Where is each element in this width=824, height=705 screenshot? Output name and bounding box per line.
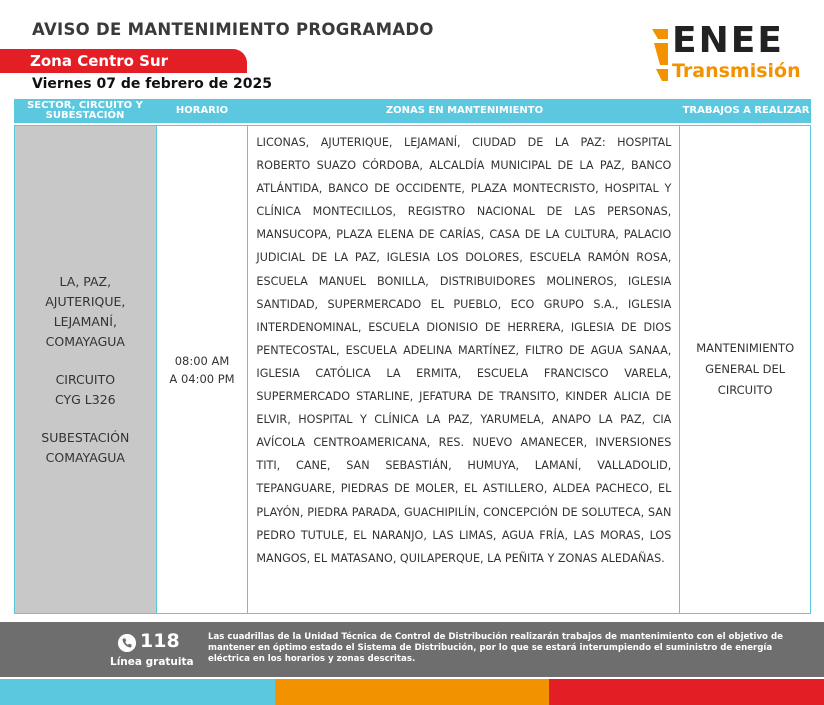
circuit-id: CYG L326 (55, 391, 116, 407)
header-schedule: HORARIO (175, 105, 229, 116)
hotline-label: Línea gratuita (110, 656, 194, 668)
sector-line: AJUTERIQUE, (45, 293, 126, 309)
work-line: MANTENIMIENTO (696, 341, 795, 355)
schedule-cell (157, 126, 249, 613)
maintenance-table (14, 125, 811, 614)
logo-name: ENEE (672, 20, 784, 61)
zone-banner: Zona Centro Sur (0, 49, 247, 73)
work-line: GENERAL DEL (705, 362, 786, 376)
header-work: TRABAJOS A REALIZAR (682, 105, 810, 116)
header-zones: ZONAS EN MANTENIMIENTO (385, 105, 544, 116)
footer-bar (0, 622, 824, 677)
schedule-start: 08:00 AM (174, 353, 230, 368)
circuit-block (55, 370, 116, 410)
sector-locations (45, 272, 125, 352)
logo-subtitle: Transmisión (672, 60, 801, 82)
stripe-red (549, 679, 824, 705)
header-sector: SECTOR, CIRCUITO Y SUBESTACIÓN (27, 100, 143, 121)
work-line: CIRCUITO (717, 383, 773, 397)
substation-name: COMAYAGUA (45, 449, 125, 465)
sector-line: LA, PAZ, (59, 273, 112, 289)
phone-icon (118, 634, 136, 652)
hotline-number: 118 (140, 630, 180, 652)
notice-date: Viernes 07 de febrero de 2025 (32, 76, 272, 92)
stripe-cyan (0, 679, 275, 705)
zones-cell: LICONAS, AJUTERIQUE, LEJAMANÍ, CIUDAD DE LA PAZ: HOSPITAL ROBERTO SUAZO CÓRDOBA, ALCALDÍA MUNICIPAL DE LA PAZ, BANCO ATLÁNTIDA, BANCO DE OCCIDENTE, PLAZA MONTECRISTO, HOSPITAL Y CLÍNICA MONTECILLOS, REGISTRO NACIONAL DE LAS PERSONAS, MANSUCOPA, PLAZA ELENA DE CARÍAS, CASA DE LA CULTURA, PALACIO JUDICIAL DE LA PAZ, IGLESIA LOS DOLORES, ESCUELA RAMÓN ROSA, ESCUELA MANUEL BONILLA, DISTRIBUIDORES MOLINEROS, IGLESIA SANTIDAD, SUPERMERCADO EL PUEBLO, ECO GRUPO S.A., IGLESIA INTERDENOMINAL, ESCUELA DIONISIO DE HERRERA, IGLESIA DE DIOS PENTECOSTAL, ESCUELA ADELINA MARTÍNEZ, FILTRO DE AGUA SANAA, IGLESIA CATÓLICA LA ERMITA, ESCUELA FRANCISCO VARELA, SUPERMERCADO STARLINE, JEFATURA DE TRANSITO, KINDER ALICIA DE ELVIR, HOSPITAL Y CLÍNICA LA PAZ, YARUMELA, ANAPO LA PAZ, CIA AVÍCOLA CENTROAMERICANA, RES. NUEVO AMANECER, INVERSIONES TITI, CANE, SAN SEBASTIÁN, HUMUYA, LAMANÍ, VALLADOLID, TEPANGUARE, PIEDRAS DE MOLER, EL ASTILLERO, ALDEA PACHECO, EL PLAYÓN, PIEDRA PARADA, GUACHIPILÍN, CONCEPCIÓN DE SOLUTECA, SAN PEDRO TUTULE, EL NARANJO, LAS LIMAS, AGUA FRÍA, LAS MORAS, LOS MANGOS, EL MATASANO, QUILAPERQUE, LA PEÑITA Y ZONAS ALEDAÑAS. (248, 126, 680, 613)
stripe-orange (275, 679, 550, 705)
sector-line: COMAYAGUA (45, 333, 125, 349)
schedule-end: A 04:00 PM (169, 371, 235, 386)
logo-mark-icon (652, 29, 668, 81)
substation-block (41, 428, 129, 468)
circuit-label: CIRCUITO (55, 371, 116, 387)
table-header (14, 99, 811, 123)
color-stripes (0, 679, 824, 705)
sector-line: LEJAMANÍ, (53, 313, 117, 329)
enee-logo (652, 20, 812, 87)
sector-cell (15, 126, 157, 613)
page-title: AVISO DE MANTENIMIENTO PROGRAMADO (32, 20, 434, 39)
substation-label: SUBESTACIÓN (41, 429, 130, 445)
footer-notice: Las cuadrillas de la Unidad Técnica de Control de Distribución realizarán trabajos de mantenimiento con el objetivo de mantener en óptimo estado el Sistema de Distribución, por lo que se estará interumpiendo el suministro de energía eléctrica en los horarios y zonas descritas. (208, 632, 783, 664)
work-cell (680, 126, 810, 613)
